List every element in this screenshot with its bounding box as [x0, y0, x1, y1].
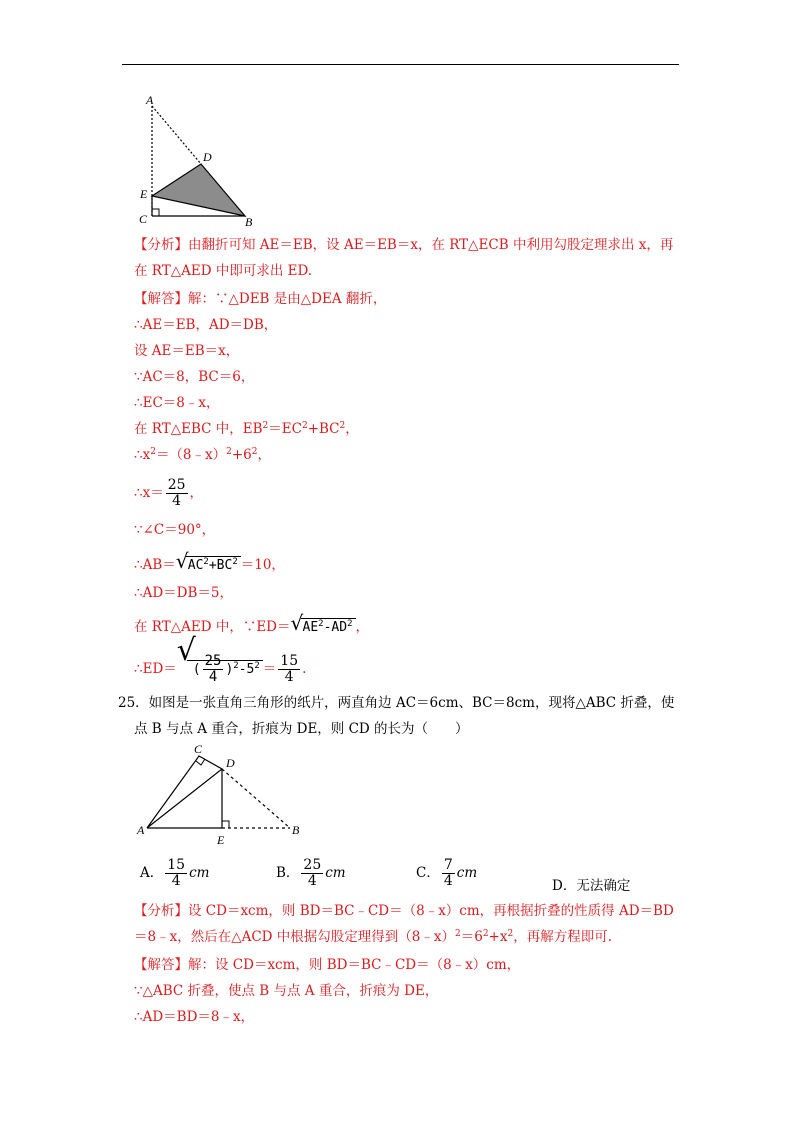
- label-d: D: [226, 756, 235, 770]
- answer-1-line-7: $\therefore x^2=(8﹣x)^2+6^2$，: [134, 447, 272, 463]
- folded-triangle: [152, 164, 245, 216]
- option-c[interactable]: C． $\frac{7}{4}$ cm: [416, 857, 478, 889]
- label-c: C: [194, 742, 203, 756]
- answer-1-line-4: ∵AC＝8，BC＝6，: [134, 369, 255, 385]
- analysis-2-line-1: 【分析】设 CD＝xcm，则 BD＝BC﹣CD＝（8﹣x）cm，再根据折叠的性质得 AD＝BD: [134, 903, 674, 919]
- label-c: C: [139, 212, 148, 226]
- right-angle-mark-c: [196, 759, 205, 765]
- sqrt-25-4-minus-5: √ ( $\frac{25}{4}$ )$^2-5^2$: [177, 654, 263, 685]
- right-angle-mark-e: [222, 821, 229, 828]
- right-angle-mark: [152, 209, 159, 216]
- answer-2-line-3: ∴AD＝BD＝8﹣x，: [134, 1009, 255, 1025]
- triangle-acd: [147, 756, 222, 828]
- option-d[interactable]: D．无法确定: [552, 878, 631, 894]
- answer-2-line-1: 【解答】解：设 CD＝xcm，则 BD＝BC﹣CD＝（8﹣x）cm，: [134, 957, 521, 973]
- answer-1-line-6: 在 RT△EBC 中，$EB^2=EC^2+BC^2$，: [134, 421, 359, 437]
- label-e: E: [217, 833, 225, 847]
- answer-1-line-3: 设 AE＝EB＝x，: [134, 343, 240, 359]
- answer-1-line-13: ∴ED＝ √ ( $\frac{25}{4}$ )$^2-5^2$ ＝ $\frac{15}{4}$ .: [134, 633, 307, 685]
- label-b: B: [292, 823, 300, 837]
- figure-1: [135, 92, 260, 227]
- analysis-1-line-1: 【分析】由翻折可知 AE＝EB，设 AE＝EB＝x，在 RT△ECB 中利用勾股定理求出 x，再: [134, 237, 674, 253]
- option-a[interactable]: A． $\frac{15}{4}$ cm: [140, 857, 210, 889]
- answer-1-line-2: ∴AE＝EB，AD＝DB，: [134, 317, 278, 333]
- sqrt-ae-ad: √ $AE^2-AD^2$: [291, 618, 356, 637]
- analysis-1-line-2: 在 RT△AED 中即可求出 ED.: [134, 263, 313, 279]
- question-25-line-1: 25．如图是一张直角三角形的纸片，两直角边 AC＝6cm、BC＝8cm，现将△ABC 折叠，使: [118, 695, 675, 711]
- answer-1-line-11: ∴AD＝DB＝5，: [134, 585, 233, 601]
- figure-2: [135, 740, 310, 850]
- edge-db: [222, 769, 290, 828]
- analysis-2-line-2: ＝8﹣x，然后在△ACD 中根据勾股定理得到$(8﹣x)^2=6^2+x^2$，再解方程即可.: [134, 929, 613, 945]
- label-d: D: [203, 150, 212, 164]
- label-a: A: [146, 93, 154, 107]
- sqrt-ac-bc: √ $AC^2+BC^2$: [176, 556, 241, 575]
- header-rule: [122, 64, 679, 65]
- question-25-line-2: 点 B 与点 A 重合，折痕为 DE，则 CD 的长为（ ）: [134, 721, 469, 737]
- fraction-25-4: $\frac{25}{4}$: [167, 477, 186, 509]
- label-b: B: [245, 215, 253, 227]
- answer-1-line-5: ∴EC＝8﹣x，: [134, 395, 220, 411]
- fraction-15-4: $\frac{15}{4}$: [280, 653, 299, 685]
- answer-1-line-1: 【解答】解：∵△DEB 是由△DEA 翻折，: [134, 291, 387, 307]
- answer-2-line-2: ∵△ABC 折叠，使点 B 与点 A 重合，折痕为 DE，: [134, 983, 439, 999]
- answer-1-line-9: ∵∠C＝90°，: [134, 522, 216, 538]
- label-a: A: [137, 823, 145, 837]
- edge-ad: [152, 106, 201, 164]
- answer-1-line-8: ∴x＝ $\frac{25}{4}$ ，: [134, 477, 204, 509]
- answer-1-line-12: 在 RT△AED 中，∵ED＝ √ $AE^2-AD^2$ ，: [134, 611, 369, 635]
- option-b[interactable]: B． $\frac{25}{4}$ cm: [276, 857, 346, 889]
- label-e: E: [140, 187, 148, 201]
- answer-1-line-10: ∴AB＝ √ $AC^2+BC^2 =10$，: [134, 549, 285, 573]
